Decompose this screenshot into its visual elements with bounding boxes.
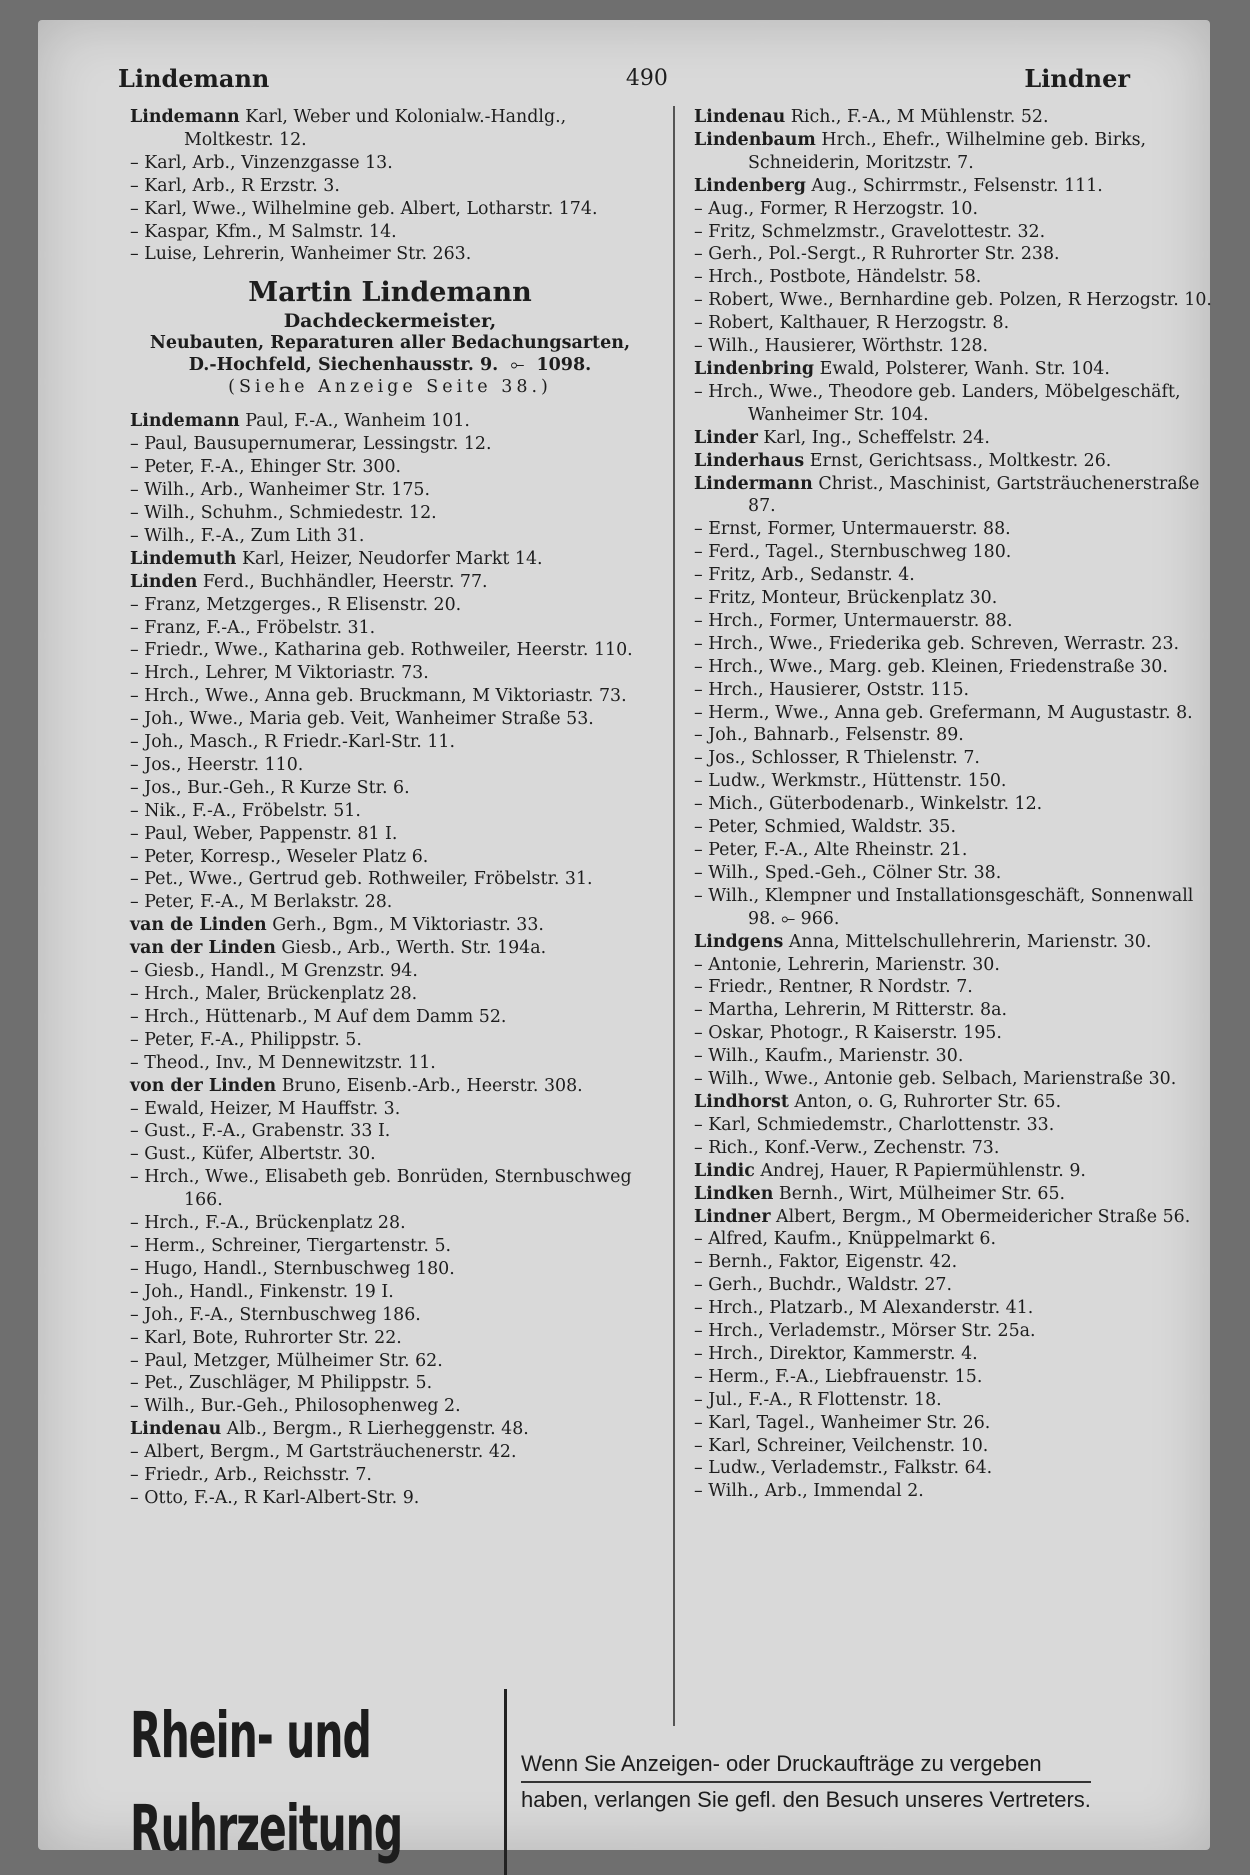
directory-entry [694, 633, 1214, 656]
directory-entry [130, 1281, 650, 1304]
entry-details: – Oskar, Photogr., R Kaiserstr. 195. [694, 1023, 1002, 1044]
entry-details: – Alfred, Kaufm., Knüppelmarkt 6. [694, 1229, 996, 1250]
entry-details: – Pet., Zuschläger, M Philippstr. 5. [130, 1373, 433, 1394]
entry-details: – Hrch., Wwe., Friederika geb. Schreven, Werrastr. 23. [694, 633, 1180, 654]
entry-details: – Wilh., Hausierer, Wörthstr. 128. [694, 336, 989, 357]
footer-line-2: haben, verlangen Sie gefl. den Besuch unseres Vertreters. [521, 1787, 1091, 1812]
directory-entry [694, 862, 1214, 885]
directory-entry [694, 1022, 1214, 1045]
entry-details: – Robert, Wwe., Bernhardine geb. Polzen, R Herzogstr. 10. [694, 290, 1212, 311]
directory-entry [694, 1228, 1214, 1251]
directory-entry [130, 1120, 650, 1143]
entry-details: – Peter, F.-A., M Berlakstr. 28. [130, 892, 393, 913]
entry-details: – Wilh., Arb., Immendal 2. [694, 1481, 924, 1502]
directory-entry [694, 1114, 1214, 1137]
directory-entry [130, 1395, 650, 1418]
directory-entry [130, 1143, 650, 1166]
directory-entry [694, 1480, 1214, 1503]
entry-details: – Otto, F.-A., R Karl-Albert-Str. 9. [130, 1487, 420, 1508]
directory-entry [130, 1487, 650, 1510]
entry-surname: Lindenbaum [694, 129, 816, 150]
directory-entry [694, 175, 1214, 198]
advertisement-box [130, 266, 650, 410]
entry-details: – Ferd., Tagel., Sternbuschweg 180. [694, 542, 1012, 563]
entry-details: Gerh., Bgm., M Viktoriastr. 33. [266, 915, 544, 936]
entry-details: – Joh., Wwe., Maria geb. Veit, Wanheimer Straße 53. [130, 709, 594, 730]
entry-surname: Linden [130, 571, 198, 592]
directory-entry [694, 358, 1214, 381]
entry-surname: Lindemann [130, 107, 240, 127]
entry-details: – Gust., Küfer, Albertstr. 30. [130, 1144, 376, 1165]
entry-details: – Karl, Schmiedemstr., Charlottenstr. 33. [694, 1114, 1055, 1135]
header-right-keyword: Lindner [1024, 63, 1130, 93]
entry-surname: Lindic [694, 1160, 755, 1181]
directory-entry [130, 410, 650, 433]
directory-entry [130, 594, 650, 617]
entry-details: Andrej, Hauer, R Papiermühlenstr. 9. [754, 1160, 1086, 1181]
directory-entry [694, 679, 1214, 702]
entry-details: – Bernh., Faktor, Eigenstr. 42. [694, 1252, 958, 1273]
directory-entry [694, 335, 1214, 358]
directory-entry [694, 747, 1214, 770]
directory-entry [694, 518, 1214, 541]
directory-entry [130, 502, 650, 525]
entry-details: Karl, Weber und Kolonialw.-Handlg., Moltkestr. 12. [184, 107, 567, 150]
entry-details: – Gerh., Buchdr., Waldstr. 27. [694, 1275, 952, 1296]
directory-entry [694, 427, 1214, 450]
directory-entry [694, 106, 1214, 129]
directory-entry [694, 885, 1214, 931]
directory-entry [694, 656, 1214, 679]
entry-details: – Jos., Heerstr. 110. [130, 754, 304, 775]
entry-details: – Aug., Former, R Herzogstr. 10. [694, 198, 979, 219]
directory-entry [130, 617, 650, 640]
directory-entry [694, 1251, 1214, 1274]
entry-details: Hrch., Ehefr., Wilhelmine geb. Birks, Schneiderin, Moritzstr. 7. [748, 129, 1147, 173]
entry-details: – Paul, Metzger, Mülheimer Str. 62. [130, 1350, 443, 1371]
entry-details: – Fritz, Arb., Sedanstr. 4. [694, 565, 915, 586]
directory-entry [694, 1274, 1214, 1297]
directory-entry [130, 800, 650, 823]
entry-details: – Gerh., Pol.-Sergt., R Ruhrorter Str. 238. [694, 244, 1060, 265]
directory-entry [130, 571, 650, 594]
directory-entry [694, 610, 1214, 633]
directory-entry [130, 960, 650, 983]
entry-details: – Ludw., Werkmstr., Hüttenstr. 150. [694, 771, 1007, 792]
ad-services: Neubauten, Reparaturen aller Bedachungsarten, [149, 333, 631, 354]
entry-details: – Wilh., Sped.-Geh., Cölner Str. 38. [694, 862, 1002, 883]
entry-details: Alb., Bergm., R Lierheggenstr. 48. [221, 1419, 529, 1440]
entry-details: – Wilh., Schuhm., Schmiedestr. 12. [130, 502, 437, 523]
directory-entry [130, 1464, 650, 1487]
directory-entry [694, 541, 1214, 564]
entry-details: – Robert, Kalthauer, R Herzogstr. 8. [694, 313, 1010, 334]
entry-details: – Hrch., Hüttenarb., M Auf dem Damm 52. [130, 1006, 507, 1027]
footer-message [507, 1747, 1091, 1817]
entry-details: – Kaspar, Kfm., M Salmstr. 14. [130, 221, 397, 242]
directory-entry [130, 1258, 650, 1281]
entry-surname: Lindhorst [694, 1091, 789, 1112]
entry-details: – Wilh., Klempner und Installationsgeschäft, Sonnenwall 98. ⟜ 966. [694, 885, 1194, 929]
directory-entry [130, 777, 650, 800]
directory-entry [130, 662, 650, 685]
entry-details: – Gust., F.-A., Grabenstr. 33 I. [130, 1121, 391, 1142]
entry-details: – Karl, Wwe., Wilhelmine geb. Albert, Lotharstr. 174. [130, 198, 598, 219]
directory-entry [694, 1137, 1214, 1160]
entry-details: Anton, o. G, Ruhrorter Str. 65. [788, 1091, 1062, 1112]
entry-details: – Wilh., F.-A., Zum Lith 31. [130, 525, 365, 546]
entry-details: Ewald, Polsterer, Wanh. Str. 104. [814, 358, 1110, 379]
directory-entry [694, 564, 1214, 587]
directory-entry [694, 702, 1214, 725]
entry-details: – Ernst, Former, Untermauerstr. 88. [694, 519, 1011, 540]
entry-details: – Giesb., Handl., M Grenzstr. 94. [130, 961, 418, 982]
entry-details: – Pet., Wwe., Gertrud geb. Rothweiler, Fröbelstr. 31. [130, 869, 593, 890]
directory-entry [694, 816, 1214, 839]
ad-trade: Dachdeckermeister, [283, 310, 497, 333]
directory-entry [130, 479, 650, 502]
directory-entry [130, 731, 650, 754]
entry-details: Karl, Heizer, Neudorfer Markt 14. [236, 548, 543, 569]
directory-entry [130, 708, 650, 731]
entry-details: – Rich., Konf.-Verw., Zechenstr. 73. [694, 1137, 1000, 1158]
right-column [694, 106, 1214, 1503]
directory-entry [130, 891, 650, 914]
directory-entry [130, 754, 650, 777]
directory-entry [694, 954, 1214, 977]
directory-entry [694, 770, 1214, 793]
directory-entry [130, 1098, 650, 1121]
entry-surname: Lindermann [694, 473, 813, 494]
left-column [130, 106, 650, 1510]
entry-details: – Fritz, Schmelzmstr., Gravelottestr. 32. [694, 221, 1046, 242]
entry-details: – Hrch., F.-A., Brückenplatz 28. [130, 1213, 406, 1234]
entry-surname: Lindemann [130, 411, 240, 432]
directory-entry [130, 685, 650, 708]
directory-entry [130, 175, 650, 198]
directory-entry [130, 937, 650, 960]
entry-details: Bernh., Wirt, Mülheimer Str. 65. [773, 1183, 1066, 1204]
directory-entry [130, 846, 650, 869]
directory-entry [694, 1389, 1214, 1412]
footer-line-1: Wenn Sie Anzeigen- oder Druckaufträge zu vergeben [521, 1747, 1091, 1783]
ad-phone: 1098. [536, 355, 592, 376]
directory-entry [694, 1366, 1214, 1389]
footer-advert [130, 1698, 1190, 1866]
directory-entry [130, 914, 650, 937]
directory-entry [130, 548, 650, 571]
entry-details: – Hrch., Former, Untermauerstr. 88. [694, 610, 1013, 631]
entry-details: – Friedr., Wwe., Katharina geb. Rothweiler, Heerstr. 110. [130, 640, 633, 661]
entry-details: – Peter, F.-A., Philippstr. 5. [130, 1029, 362, 1050]
directory-entry [130, 1006, 650, 1029]
directory-entry [130, 639, 650, 662]
entry-surname: van de Linden [130, 915, 267, 936]
entry-details: – Hrch., Maler, Brückenplatz 28. [130, 984, 418, 1004]
entry-details: – Franz, F.-A., Fröbelstr. 31. [130, 617, 376, 638]
page-header [118, 58, 1130, 98]
entry-surname: Lindenau [694, 107, 786, 127]
entry-surname: Lindken [694, 1183, 774, 1204]
directory-entry [130, 1166, 650, 1212]
entry-details: – Wilh., Bur.-Geh., Philosophenweg 2. [130, 1396, 461, 1417]
entry-details: – Karl, Schreiner, Veilchenstr. 10. [694, 1435, 989, 1456]
directory-entry [694, 724, 1214, 747]
directory-entry [130, 198, 650, 221]
directory-entry [130, 1418, 650, 1441]
entry-details: – Paul, Bausupernumerar, Lessingstr. 12. [130, 434, 492, 455]
entry-details: – Hrch., Hausierer, Oststr. 115. [694, 679, 970, 700]
entry-details: – Friedr., Arb., Reichsstr. 7. [130, 1465, 372, 1486]
entry-details: Ferd., Buchhändler, Heerstr. 77. [197, 571, 488, 592]
directory-entry [694, 129, 1214, 175]
entry-surname: Lindenberg [694, 175, 806, 196]
directory-entry [130, 983, 650, 1006]
directory-entry [130, 1075, 650, 1098]
entry-details: Albert, Bergm., M Obermeidericher Straße 56. [770, 1206, 1191, 1227]
directory-entry [694, 1160, 1214, 1183]
entry-details: – Wilh., Kaufm., Marienstr. 30. [694, 1046, 964, 1067]
directory-entry [130, 525, 650, 548]
directory-entry [130, 456, 650, 479]
directory-entry [130, 1372, 650, 1395]
directory-entry [694, 1457, 1214, 1480]
entry-details: Christ., Maschinist, Gartsträuchenerstraße 87. [748, 473, 1200, 517]
entry-details: – Joh., Handl., Finkenstr. 19 I. [130, 1281, 394, 1302]
entry-details: – Nik., F.-A., Fröbelstr. 51. [130, 800, 361, 821]
entry-details: – Jos., Bur.-Geh., R Kurze Str. 6. [130, 777, 410, 798]
newspaper-brand: Rhein- und Ruhrzeitung [130, 1689, 507, 1875]
directory-entry [694, 312, 1214, 335]
directory-entry [130, 823, 650, 846]
entry-details: – Wilh., Arb., Wanheimer Str. 175. [130, 480, 430, 501]
entry-details: – Peter, F.-A., Alte Rheinstr. 21. [694, 840, 968, 860]
page-number: 490 [625, 65, 668, 91]
directory-entry [694, 793, 1214, 816]
entry-details: – Herm., Schreiner, Tiergartenstr. 5. [130, 1235, 452, 1256]
directory-entry [694, 1068, 1214, 1091]
directory-entry [130, 106, 650, 152]
directory-entry [694, 473, 1214, 519]
entry-surname: Lindgens [694, 931, 784, 952]
entry-details: – Peter, Schmied, Waldstr. 35. [694, 817, 957, 838]
entry-surname: van der Linden [130, 938, 276, 959]
directory-entry [130, 152, 650, 175]
directory-page [38, 20, 1212, 1866]
directory-entry [130, 1029, 650, 1052]
directory-entry [694, 221, 1214, 244]
entry-details: – Hrch., Lehrer, M Viktoriastr. 73. [130, 663, 429, 684]
ad-company-name: Martin Lindemann [248, 277, 532, 309]
telephone-icon: ⟜ [510, 355, 525, 376]
entry-surname: Linder [694, 427, 758, 448]
directory-entry [694, 1091, 1214, 1114]
entry-details: – Hrch., Platzarb., M Alexanderstr. 41. [694, 1298, 1034, 1319]
directory-entry [130, 1235, 650, 1258]
directory-entry [694, 1320, 1214, 1343]
directory-entry [694, 1297, 1214, 1320]
entry-details: Giesb., Arb., Werth. Str. 194a. [275, 938, 547, 959]
entry-details: Paul, F.-A., Wanheim 101. [239, 411, 470, 432]
entry-surname: Lindner [694, 1206, 771, 1227]
entry-details: – Paul, Weber, Pappenstr. 81 I. [130, 823, 398, 844]
entry-details: – Karl, Bote, Ruhrorter Str. 22. [130, 1327, 402, 1348]
entry-details: – Hrch., Wwe., Elisabeth geb. Bonrüden, Sternbuschweg 166. [130, 1167, 632, 1211]
directory-entry [694, 450, 1214, 473]
directory-entry [694, 289, 1214, 312]
directory-entry [694, 1343, 1214, 1366]
entry-details: – Herm., F.-A., Liebfrauenstr. 15. [694, 1366, 983, 1387]
entry-details: – Hrch., Direktor, Kammerstr. 4. [694, 1343, 978, 1364]
entry-details: – Martha, Lehrerin, M Ritterstr. 8a. [694, 1000, 1008, 1021]
entry-details: Karl, Ing., Scheffelstr. 24. [757, 427, 990, 448]
entry-details: – Karl, Arb., R Erzstr. 3. [130, 175, 340, 196]
entry-details: – Friedr., Rentner, R Nordstr. 7. [694, 977, 973, 998]
entry-details: – Theod., Inv., M Dennewitzstr. 11. [130, 1052, 436, 1073]
entry-details: – Hrch., Wwe., Marg. geb. Kleinen, Friedenstraße 30. [694, 656, 1168, 677]
directory-entry [130, 1441, 650, 1464]
entry-surname: Lindenbring [694, 358, 815, 379]
entry-surname: Linderhaus [694, 450, 805, 471]
directory-entry [694, 1045, 1214, 1068]
directory-entry [130, 243, 650, 266]
directory-entry [694, 266, 1214, 289]
entry-details: – Peter, Korresp., Weseler Platz 6. [130, 846, 429, 867]
entry-details: – Albert, Bergm., M Gartsträuchenerstr. 42. [130, 1442, 517, 1463]
entry-details: – Franz, Metzgerges., R Elisenstr. 20. [130, 594, 462, 615]
directory-entry [130, 1350, 650, 1373]
directory-entry [130, 433, 650, 456]
directory-entry [694, 931, 1214, 954]
entry-surname: Lindemuth [130, 548, 237, 569]
directory-entry [130, 1304, 650, 1327]
entry-details: – Wilh., Wwe., Antonie geb. Selbach, Marienstraße 30. [694, 1069, 1177, 1090]
column-divider [673, 106, 675, 1726]
entry-details: – Hrch., Postbote, Händelstr. 58. [694, 267, 982, 288]
directory-entry [130, 1327, 650, 1350]
entry-details: – Hrch., Wwe., Anna geb. Bruckmann, M Viktoriastr. 73. [130, 686, 627, 707]
entry-details: – Ewald, Heizer, M Hauffstr. 3. [130, 1098, 401, 1119]
entry-details: Aug., Schirrmstr., Felsenstr. 111. [805, 175, 1103, 196]
ad-address: D.-Hochfeld, Siechenhausstr. 9. [188, 355, 499, 376]
ad-reference: (Siehe Anzeige Seite 38.) [228, 377, 552, 398]
entry-details: – Karl, Tagel., Wanheimer Str. 26. [694, 1412, 991, 1433]
entry-details: – Jul., F.-A., R Flottenstr. 18. [694, 1389, 942, 1410]
directory-entry [130, 1052, 650, 1075]
entry-details: – Mich., Güterbodenarb., Winkelstr. 12. [694, 794, 1043, 815]
entry-details: Bruno, Eisenb.-Arb., Heerstr. 308. [276, 1075, 583, 1096]
directory-entry [694, 381, 1214, 427]
entry-details: Anna, Mittelschullehrerin, Marienstr. 30. [783, 931, 1152, 952]
entry-details: Rich., F.-A., M Mühlenstr. 52. [785, 107, 1049, 127]
ad-address-line [130, 354, 650, 376]
entry-details: – Jos., Schlosser, R Thielenstr. 7. [694, 748, 980, 769]
entry-details: – Joh., Bahnarb., Felsenstr. 89. [694, 725, 964, 746]
entry-details: – Herm., Wwe., Anna geb. Grefermann, M Augustastr. 8. [694, 702, 1193, 723]
entry-details: – Karl, Arb., Vinzenzgasse 13. [130, 152, 393, 173]
directory-entry [694, 198, 1214, 221]
entry-details: – Hrch., Verlademstr., Mörser Str. 25a. [694, 1321, 1036, 1342]
entry-details: – Joh., F.-A., Sternbuschweg 186. [130, 1304, 421, 1325]
header-left-keyword: Lindemann [118, 63, 270, 93]
directory-entry [130, 221, 650, 244]
entry-details: – Peter, F.-A., Ehinger Str. 300. [130, 457, 402, 478]
entry-details: – Hrch., Wwe., Theodore geb. Landers, Möbelgeschäft, Wanheimer Str. 104. [694, 381, 1181, 425]
entry-surname: von der Linden [130, 1075, 277, 1096]
entry-details: – Joh., Masch., R Friedr.-Karl-Str. 11. [130, 732, 455, 753]
entry-details: – Luise, Lehrerin, Wanheimer Str. 263. [130, 244, 472, 265]
directory-entry [694, 839, 1214, 862]
entry-details: – Antonie, Lehrerin, Marienstr. 30. [694, 954, 1000, 975]
directory-entry [694, 1412, 1214, 1435]
directory-entry [694, 587, 1214, 610]
directory-entry [694, 1435, 1214, 1458]
directory-entry [130, 1212, 650, 1235]
entry-details: – Ludw., Verlademstr., Falkstr. 64. [694, 1458, 993, 1479]
directory-entry [694, 243, 1214, 266]
directory-entry [694, 999, 1214, 1022]
directory-entry [694, 1183, 1214, 1206]
entry-details: Ernst, Gerichtsass., Moltkestr. 26. [804, 450, 1112, 471]
directory-entry [694, 1206, 1214, 1229]
entry-surname: Lindenau [130, 1419, 222, 1440]
directory-entry [694, 976, 1214, 999]
entry-details: – Hugo, Handl., Sternbuschweg 180. [130, 1258, 455, 1279]
entry-details: – Fritz, Monteur, Brückenplatz 30. [694, 588, 998, 609]
directory-entry [130, 868, 650, 891]
